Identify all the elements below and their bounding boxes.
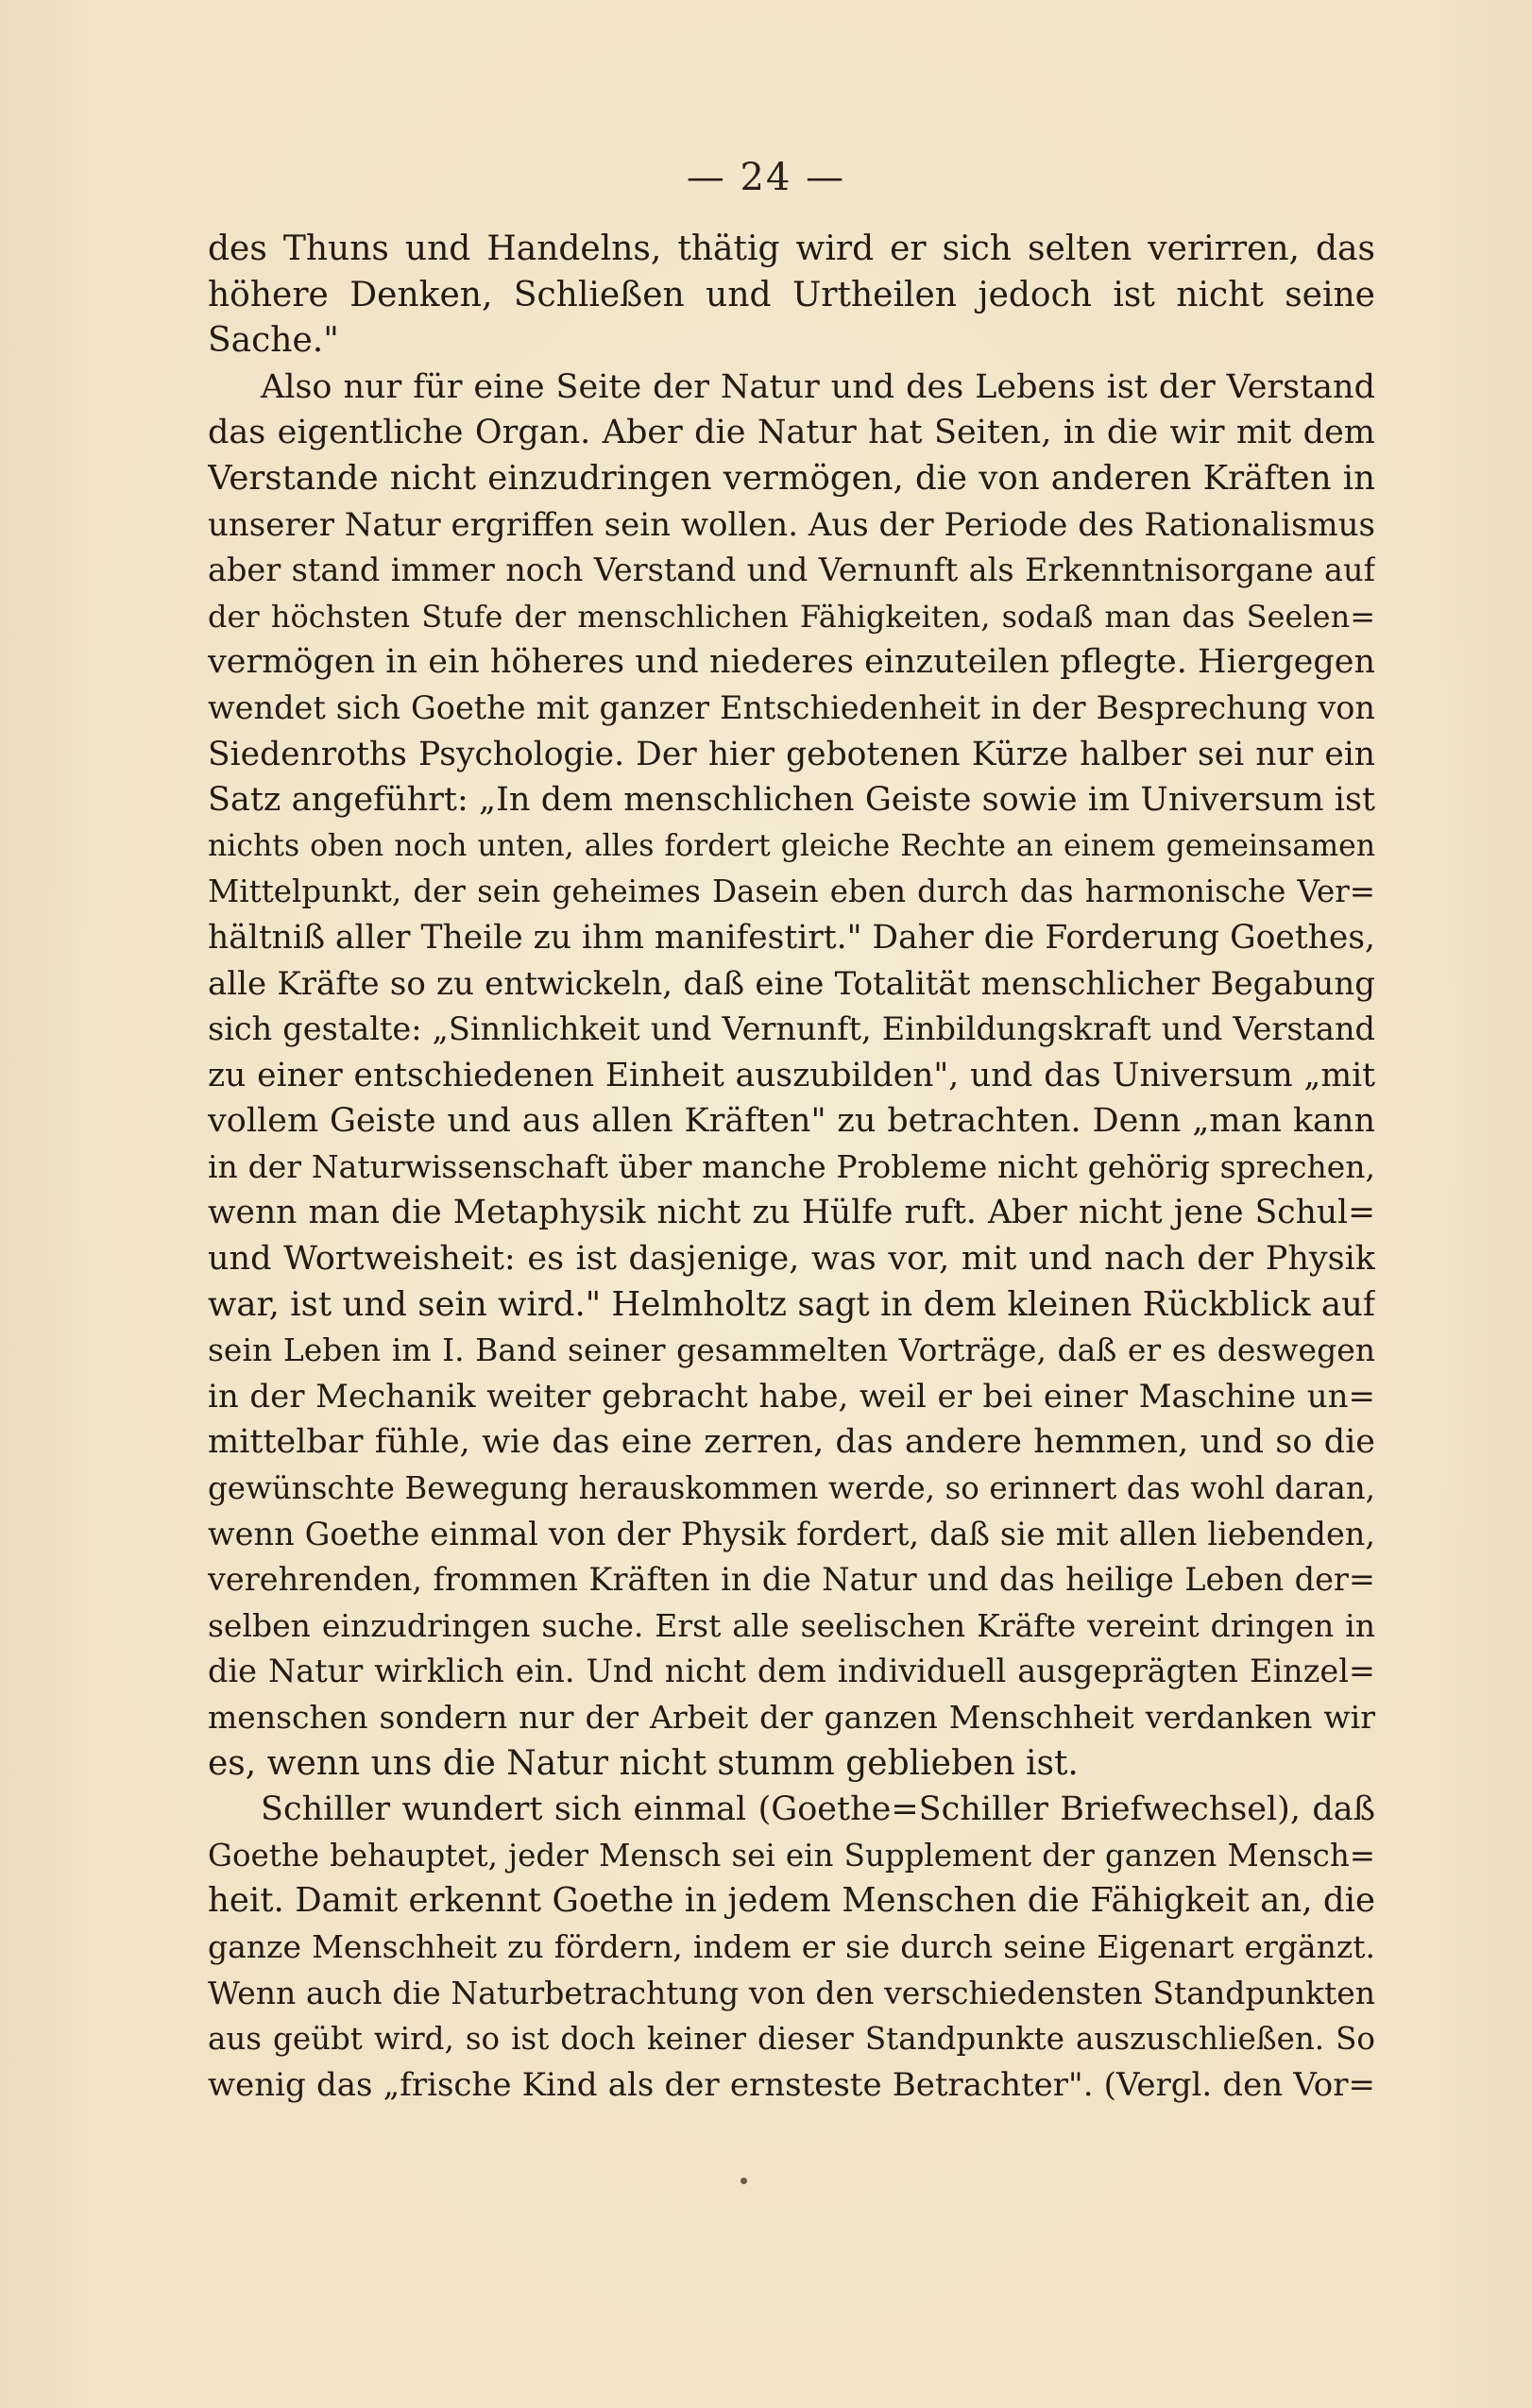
printer-dot xyxy=(740,2178,747,2184)
text-line: unserer Natur ergriffen sein wollen. Aus der Periode des Rationalismus xyxy=(208,505,1375,544)
text-line: sich gestalte: „Sinnlichkeit und Vernunft, Einbildungskraft und Verstand xyxy=(208,1010,1375,1048)
text-line: vermögen in ein höheres und niederes einzuteilen pflegte. Hiergegen xyxy=(208,643,1375,682)
text-line: Wenn auch die Naturbetrachtung von den verschiedensten Standpunkten xyxy=(208,1974,1375,2011)
text-line: wenn man die Metaphysik nicht zu Hülfe ruft. Aber nicht jene Schul= xyxy=(208,1194,1375,1232)
text-line: und Wortweisheit: es ist dasjenige, was vor, mit und nach der Physik xyxy=(208,1240,1375,1279)
text-line: alle Kräfte so zu entwickeln, daß eine Totalität menschlicher Begabung xyxy=(208,964,1375,1003)
text-line: Mittelpunkt, der sein geheimes Dasein eben durch das harmonische Ver= xyxy=(208,873,1375,910)
text-line: menschen sondern nur der Arbeit der ganzen Menschheit verdanken wir xyxy=(208,1699,1375,1736)
text-line: das eigentliche Organ. Aber die Natur hat Seiten, in die wir mit dem xyxy=(208,414,1375,452)
text-line: zu einer entschiedenen Einheit auszubilden", und das Universum „mit xyxy=(208,1056,1375,1094)
text-line: gewünschte Bewegung herauskommen werde, so erinnert das wohl daran, xyxy=(208,1470,1375,1507)
text-line: höhere Denken, Schließen und Urtheilen jedoch ist nicht seine xyxy=(208,275,1375,314)
text-line: in der Mechanik weiter gebracht habe, weil er bei einer Maschine un= xyxy=(208,1377,1375,1416)
text-line: wenn Goethe einmal von der Physik fordert, daß sie mit allen liebenden, xyxy=(208,1515,1375,1552)
text-line: Goethe behauptet, jeder Mensch sei ein Supplement der ganzen Mensch= xyxy=(208,1837,1375,1874)
text-line: mittelbar fühle, wie das eine zerren, das andere hemmen, und so die xyxy=(208,1423,1375,1462)
text-line: Also nur für eine Seite der Natur und des Lebens ist der Verstand xyxy=(261,367,1375,406)
text-line: wenig das „frische Kind als der ernsteste Betrachter". (Vergl. den Vor= xyxy=(208,2065,1375,2104)
text-line: Sache." xyxy=(208,321,339,361)
text-line: ganze Menschheit zu fördern, indem er sie durch seine Eigenart ergänzt. xyxy=(208,1927,1375,1965)
text-line: selben einzudringen suche. Erst alle seelischen Kräfte vereint dringen in xyxy=(208,1606,1375,1644)
text-line: heit. Damit erkennt Goethe in jedem Menschen die Fähigkeit an, die xyxy=(208,1881,1375,1921)
text-line: Siedenroths Psychologie. Der hier gebotenen Kürze halber sei nur ein xyxy=(208,735,1375,773)
text-line: hältniß aller Theile zu ihm manifestirt." Daher die Forderung Goethes, xyxy=(208,918,1375,957)
text-line: vollem Geiste und aus allen Kräften" zu betrachten. Denn „man kann xyxy=(208,1102,1375,1141)
text-line: wendet sich Goethe mit ganzer Entschiedenheit in der Besprechung von xyxy=(208,688,1375,726)
text-line: Schiller wundert sich einmal (Goethe=Schiller Briefwechsel), daß xyxy=(261,1790,1375,1829)
text-line: war, ist und sein wird." Helmholtz sagt in dem kleinen Rückblick auf xyxy=(208,1284,1375,1324)
text-line: aus geübt wird, so ist doch keiner dieser Standpunkte auszuschließen. So xyxy=(208,2021,1375,2058)
text-line: es, wenn uns die Natur nicht stumm geblieben ist. xyxy=(208,1743,1079,1783)
page-number: — 24 — xyxy=(686,156,846,199)
text-line: verehrenden, frommen Kräften in die Natur und das heilige Leben der= xyxy=(208,1561,1375,1599)
text-line: der höchsten Stufe der menschlichen Fähigkeiten, sodaß man das Seelen= xyxy=(208,598,1375,635)
text-line: die Natur wirklich ein. Und nicht dem individuell ausgeprägten Einzel= xyxy=(208,1653,1375,1690)
text-line: nichts oben noch unten, alles fordert gleiche Rechte an einem gemeinsamen xyxy=(208,828,1375,863)
text-line: sein Leben im I. Band seiner gesammelten Vorträge, daß er es deswegen xyxy=(208,1331,1375,1369)
text-line: aber stand immer noch Verstand und Vernunft als Erkenntnisorgane auf xyxy=(208,551,1375,589)
text-line: in der Naturwissenschaft über manche Probleme nicht gehörig sprechen, xyxy=(208,1147,1375,1185)
text-line: Verstande nicht einzudringen vermögen, die von anderen Kräften in xyxy=(208,458,1375,498)
text-line: des Thuns und Handelns, thätig wird er sich selten verirren, das xyxy=(208,229,1375,268)
text-line: Satz angeführt: „In dem menschlichen Geiste sowie im Universum ist xyxy=(208,781,1375,820)
body-text xyxy=(208,227,1375,2108)
